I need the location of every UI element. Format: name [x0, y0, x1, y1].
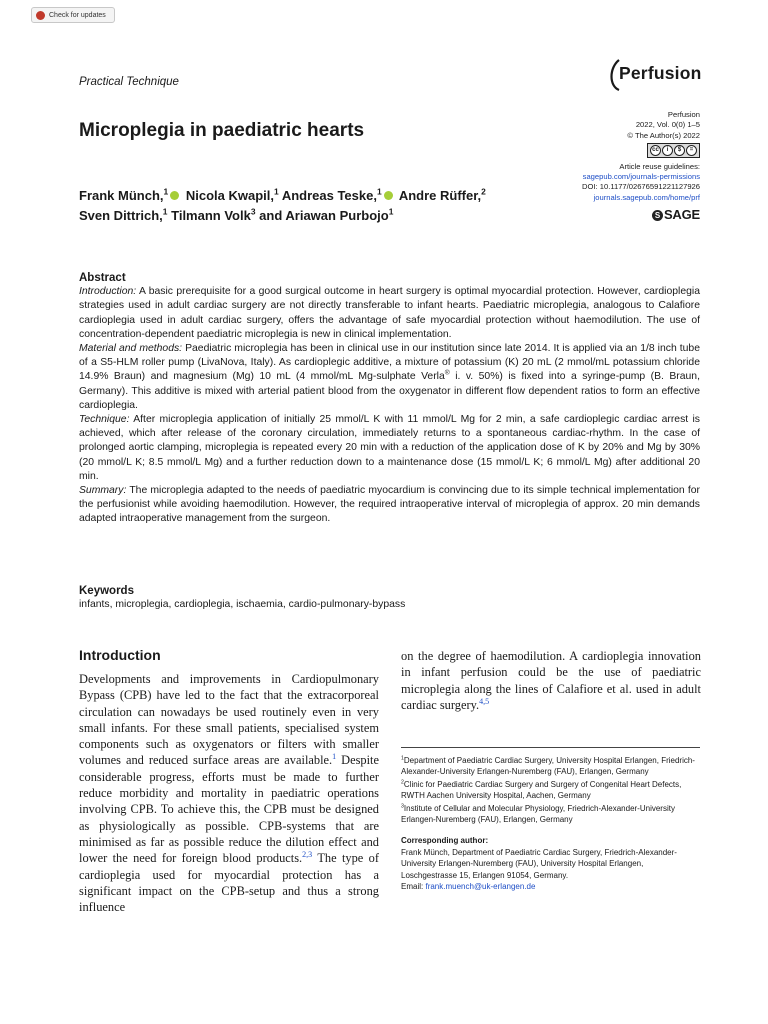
- introduction-right-column: on the degree of haemodilution. A cardioplegia innovation in infant perfusion could be the use of paediatric microplegia along the lines of Calafiore et al. used in adult cardiac surgery.$^{4,5}$: [401, 649, 701, 712]
- check-for-updates-button[interactable]: [31, 7, 115, 23]
- email-link[interactable]: frank.muench@uk-erlangen.de: [425, 882, 536, 892]
- logo-text: Perfusion: [619, 63, 702, 83]
- keywords: [79, 584, 700, 612]
- corresponding-author: [401, 835, 701, 892]
- orcid-icon[interactable]: [170, 191, 179, 200]
- publisher-name: SAGE: [663, 207, 700, 222]
- author[interactable]: Nicola Kwapil,$^1$: [185, 186, 279, 203]
- abstract-introduction: Introduction: A basic prerequisite for a good surgical outcome in heart surgery is optimal myocardial protection. However, cardioplegia strategies used in adult cardiac surgery are not directly transferable to infant hearts. Paediatric microplegia, analogous to Calafiore cardioplegia used in adult cardiac surgery, offers the advantage of safe myocardial protection without haemodilution. The use of concentration-dependent paediatric microplegia is new in clinical implementation.: [79, 286, 700, 340]
- author-list: [79, 186, 559, 226]
- footnote-divider: [401, 747, 700, 748]
- sage-icon: S: [652, 210, 663, 221]
- keywords-heading: Keywords: [79, 585, 134, 597]
- introduction-left-column: Developments and improvements in Cardiopulmonary Bypass (CPB) have led to the fact that the extracorporeal circulation can nowadays be used routinely even in very small infants. For these small patients, specialised system components such as oxygenators or filters with smaller volumes and reduced surface areas are available.$^1$ Despite considerable progress, efforts must be made to further reduce morbidity and mortality in paediatric operations involving CPB. To achieve this, the CPB must be designed as physiologically as possible. CPB-systems that are minimised as far as possible reduce the dilution effect and lower the need for foreign blood products.$^{2,3}$ The type of cardioplegia used for myocardial protection has a significant impact on the CPB-setup and thus a strong influence: [79, 672, 379, 915]
- creative-commons-badge[interactable]: [647, 143, 700, 158]
- keywords-list: infants, microplegia, cardioplegia, ischaemia, cardio-pulmonary-bypass: [79, 599, 406, 610]
- copyright: © The Author(s) 2022: [627, 130, 700, 140]
- abstract-heading: Abstract: [79, 272, 126, 284]
- publisher-logo: [652, 207, 700, 222]
- introduction-heading: Introduction: [79, 647, 161, 663]
- journal-volume: 2022, Vol. 0(0) 1–5: [635, 120, 700, 130]
- author[interactable]: Tilmann Volk$^3$: [171, 206, 256, 223]
- author[interactable]: Andreas Teske,$^1$: [282, 188, 396, 203]
- journal-home-link[interactable]: journals.sagepub.com/home/prf: [593, 192, 700, 202]
- affiliation-3: $^3$Institute of Cellular and Molecular Physiology, Friedrich-Alexander-University Erlangen-Nuremberg (FAU), Erlangen, Germany: [401, 802, 675, 825]
- abstract-summary: Summary: The microplegia adapted to the needs of paediatric myocardium is convincing due to its simple technical implementation for the perfusionist while avoiding haemodilution. However, the required intraoperative interval of microplegia of approx. 20 min demands adapted intraoperative management from the surgeon.: [79, 485, 701, 525]
- doi[interactable]: DOI: 10.1177/02676591221127926: [582, 182, 700, 192]
- orcid-icon[interactable]: [384, 191, 393, 200]
- cc-icon: cc: [650, 145, 661, 156]
- reuse-label: Article reuse guidelines:: [619, 161, 700, 171]
- by-icon: i: [662, 145, 673, 156]
- article-type: Practical Technique: [79, 76, 179, 88]
- abstract-methods: Material and methods: Paediatric microplegia has been in clinical use in our institution since late 2014. It is applied via an 1/8 inch tube of a S5-HLM roller pump (LivaNova, Italy). As cardioplegic additive, a mixture of potassium (K) 20 mL (2 mmol/mL potassium chloride 14.9% Braun) and magnesium (Mg) 10 mL (4 mmol/mL Mg-sulphate Verla® i. v. 50%) is fixed into a syringe-pump (B. Braun, Germany). This additive is mixed with arterial patient blood from the oxygenator in different flow dependent ratios to form an effective cardioplegia.: [79, 343, 700, 411]
- email-line: Email: frank.muench@uk-erlangen.de: [401, 882, 536, 892]
- citation-link[interactable]: 4,5: [479, 696, 490, 706]
- author[interactable]: Sven Dittrich,$^1$: [79, 206, 168, 223]
- reuse-link[interactable]: sagepub.com/journals-permissions: [582, 172, 700, 182]
- author[interactable]: Frank Münch,$^1$: [79, 188, 182, 203]
- citation-link[interactable]: 1: [332, 752, 337, 762]
- abstract-technique: Technique: After microplegia application of initially 25 mmol/L K with 11 mmol/L Mg for 2 min, a safe cardioplegic cardiac arrest is achieved, which after release of the coronary circulation, immediately returns to a spontaneous cardiac-rhythm. In the case of prolonged aortic clamping, microplegia is repeated every 20 min with a reduction of the application dose of K by 20% and Mg by 30% (20 mmol/L K; 8.5 mmol/L Mg) and a further reduction down to a maintenance dose (15 mmol/L K; 6 mmol/L Mg) after additional 20 min.: [79, 414, 700, 482]
- citation-link[interactable]: 2,3: [302, 850, 313, 860]
- check-for-updates-label: Check for updates: [49, 11, 106, 19]
- journal-logo: [605, 56, 705, 92]
- affiliation-1: $^1$Department of Paediatric Cardiac Surgery, University Hospital Erlangen, Friedrich-Alexander-University Erlangen-Nuremberg (FAU), Erlangen, Germany: [401, 755, 695, 777]
- journal-name: Perfusion: [667, 110, 700, 119]
- abstract: [79, 271, 700, 527]
- footnotes: [401, 755, 701, 892]
- author[interactable]: Andre Rüffer,$^2$: [398, 186, 486, 203]
- affiliation-2: $^2$Clinic for Paediatric Cardiac Surgery and Surgery of Congenital Heart Defects, RWTH Aachen University Hospital, Aachen, Germany: [401, 779, 682, 801]
- nd-icon: =: [686, 145, 697, 156]
- nc-icon: $: [674, 145, 685, 156]
- corresponding-author-heading: Corresponding author:: [401, 836, 489, 846]
- article-title: Microplegia in paediatric hearts: [79, 120, 365, 141]
- author[interactable]: and Ariawan Purbojo$^1$: [259, 206, 394, 223]
- crossmark-icon: [36, 11, 45, 20]
- corresponding-author-text: Frank Münch, Department of Paediatric Cardiac Surgery, Friedrich-Alexander-University Erlangen-Nuremberg (FAU), University Hospital Erlangen, Loschgestrasse 15, Erlangen 91054, Germany.: [401, 847, 677, 880]
- journal-meta: [582, 110, 700, 203]
